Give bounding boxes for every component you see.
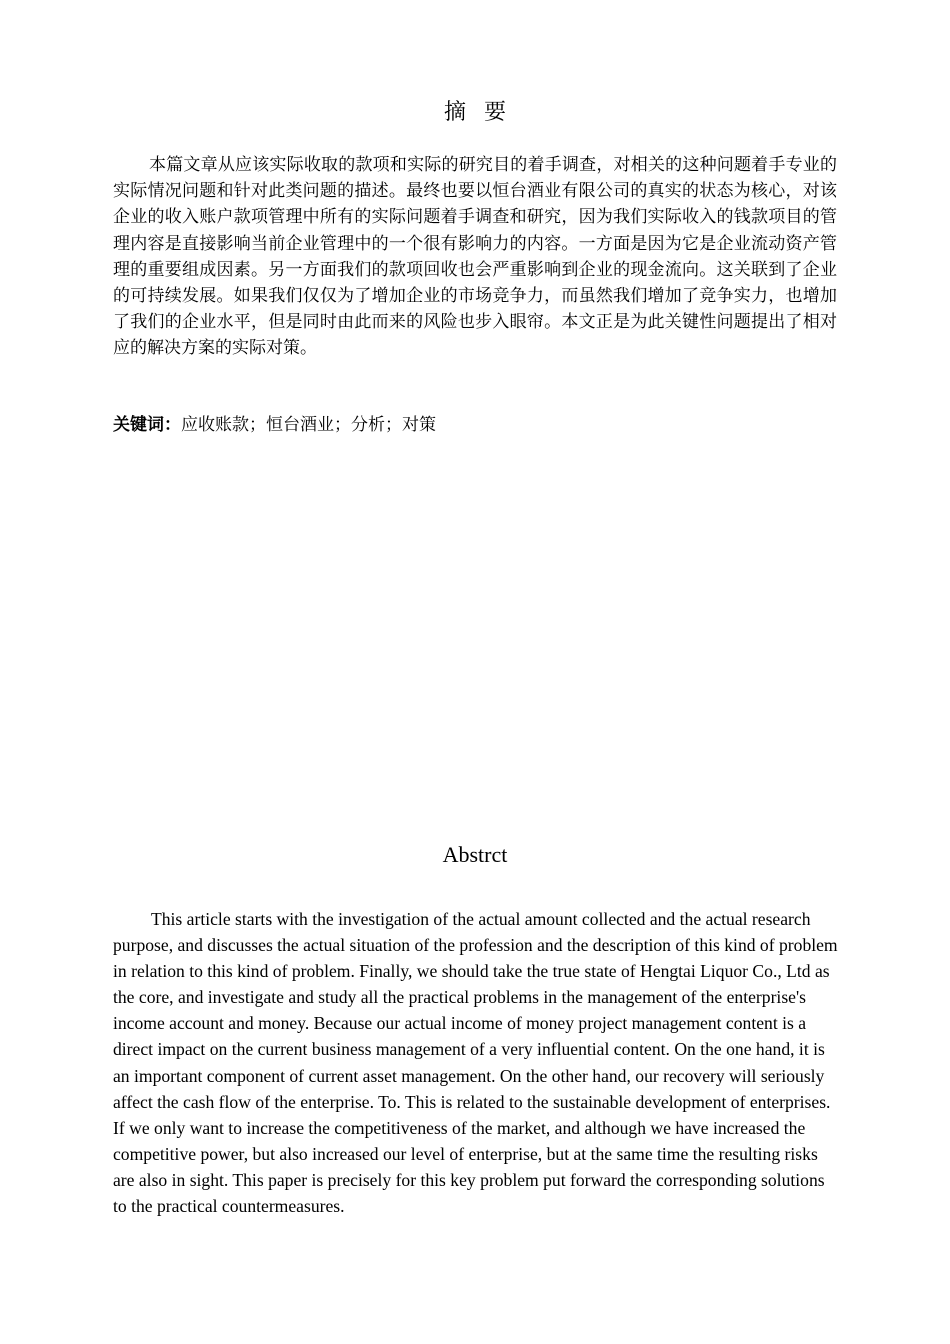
english-abstract-title: Abstrct [442, 842, 508, 867]
keywords-list: 应收账款；恒台酒业；分析；对策 [181, 415, 436, 435]
chinese-abstract-body: 本篇文章从应该实际收取的款项和实际的研究目的着手调查，对相关的这种问题着手专业的实际情况问题和针对此类问题的描述。最终也要以恒台酒业有限公司的真实的状态为核心，对该企业的收入账户款项管理中所有的实际问题着手调查和研究，因为我们实际收入的钱款项目的管理内容是直接影响当前企业管理中的一个很有影响力的内容。一方面是因为它是企业流动资产管理的重要组成因素。另一方面我们的款项回收也会严重影响到企业的现金流向。这关联到了企业的可持续发展。如果我们仅仅为了增加企业的市场竞争力，而虽然我们增加了竞争实力，也增加了我们的企业水平，但是同时由此而来的风险也步入眼帘。本文正是为此关键性问题提出了相对应的解决方案的实际对策。 [113, 155, 837, 359]
chinese-abstract-title: 摘要 [443, 100, 524, 125]
keywords-label: 关键词： [113, 415, 181, 435]
chinese-keywords [113, 412, 837, 438]
english-abstract-body: This article starts with the investigation of the actual amount collected and the actual research purpose, and discusses the actual situation of the profession and the description of this kind of problem in relation to this kind of problem. Finally, we should take the true state of Hengtai Liquor Co., Ltd as the core, and investigate and study all the practical problems in the management of the enterprise's income account and money. Because our actual income of money project management content is a direct impact on the current business management of a very influential content. On the one hand, it is an important component of current asset management. On the other hand, our recovery will seriously affect the cash flow of the enterprise. To. This is related to the sustainable development of enterprises. If we only want to increase the competitiveness of the market, and although we have increased the competitive power, but also increased our level of enterprise, but at the same time the resulting risks are also in sight. This paper is precisely for this key problem put forward the corresponding solutions to the practical countermeasures. [113, 909, 838, 1217]
